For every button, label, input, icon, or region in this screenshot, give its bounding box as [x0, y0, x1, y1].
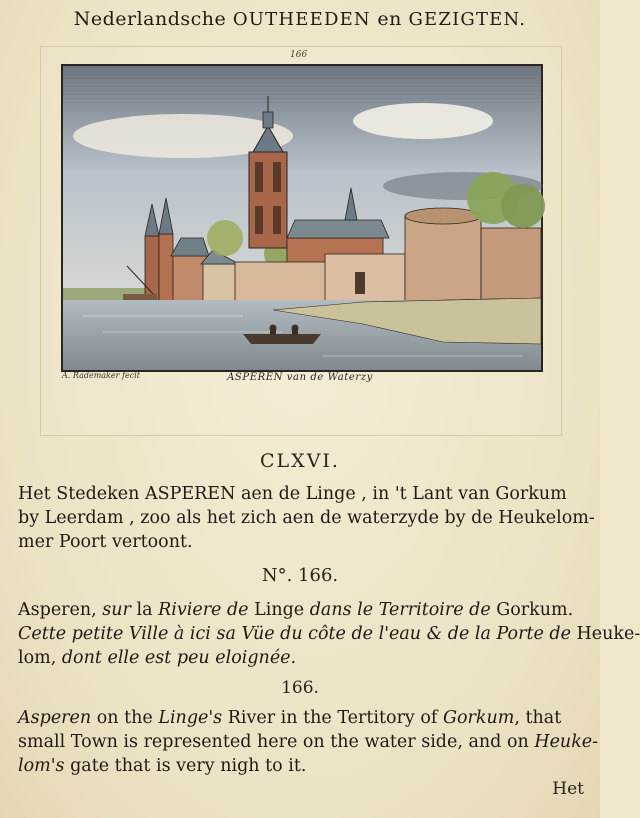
bastion-wall	[481, 228, 541, 302]
header-word-gezigten: GEZIGTEN.	[408, 9, 527, 30]
tower-window	[273, 162, 281, 192]
nave-roof	[287, 220, 389, 238]
text-run: on the	[91, 708, 159, 728]
text-run-italic: Asperen	[18, 708, 92, 728]
text-run: gate that is very nigh to it.	[64, 756, 307, 776]
engraving-illustration	[63, 66, 541, 370]
artist-signature: A. Rademaker fecit	[62, 371, 140, 380]
text-run-italic: Gorkum	[442, 708, 515, 728]
page-number: 166	[290, 50, 308, 60]
text-run-italic: sur	[102, 600, 131, 620]
text-run: Heuke-	[570, 624, 640, 644]
header-word-nederlandsche: Nederlandsche	[73, 8, 227, 30]
header-word-en: en	[377, 8, 402, 30]
sky-hatching	[63, 66, 541, 106]
tower-window	[273, 206, 281, 234]
church-tower	[249, 152, 287, 248]
text-run: Linge	[248, 600, 310, 620]
wall-door	[355, 272, 365, 294]
tree-right	[501, 184, 545, 228]
text-line: mer Poort vertoont.	[18, 532, 193, 552]
engraving-image	[61, 64, 543, 372]
text-run: , that	[514, 708, 562, 728]
text-run: la	[130, 600, 159, 620]
text-line	[18, 646, 594, 670]
header-word-outheeden: OUTHEEDEN	[232, 9, 371, 30]
running-header	[0, 8, 600, 30]
text-run-italic: Heuke-	[534, 732, 599, 752]
text-line	[18, 598, 594, 622]
text-line: by Leerdam , zoo als het zich aen de waterzyde by de Heukelom-	[18, 508, 595, 528]
text-run: lom,	[18, 648, 62, 668]
tower-lantern	[263, 112, 273, 128]
text-run: Asperen,	[18, 600, 103, 620]
text-run-italic: dans le Territoire de	[309, 600, 491, 620]
tower-window	[255, 206, 263, 234]
dutch-description	[18, 482, 594, 554]
catchword: Het	[552, 779, 584, 799]
bastion-top	[405, 208, 481, 224]
plate-numeral: CLXVI.	[260, 450, 340, 472]
text-line	[18, 754, 594, 778]
number-label-plain: 166.	[281, 678, 319, 698]
text-run-italic: Linge's	[158, 708, 223, 728]
text-run: Gorkum.	[490, 600, 574, 620]
text-line	[18, 730, 599, 754]
text-line	[18, 622, 640, 646]
drawbridge	[123, 294, 157, 300]
engraving-caption: ASPEREN van de Waterzy	[227, 372, 373, 383]
text-run: River in the Tertitory of	[222, 708, 443, 728]
text-run-italic: lom's	[18, 756, 65, 776]
round-bastion	[405, 216, 481, 302]
rowing-boat	[243, 334, 321, 344]
tower-window	[255, 162, 263, 192]
text-run-italic: Riviere de	[158, 600, 249, 620]
text-run-italic: dont elle est peu eloignée.	[61, 648, 297, 668]
house	[203, 264, 237, 304]
number-label: N°. 166.	[261, 565, 339, 586]
text-line	[18, 706, 594, 730]
boatman	[292, 328, 298, 335]
text-run: small Town is represented here on the water side, and on	[18, 732, 535, 752]
french-description	[18, 598, 640, 670]
english-description	[18, 706, 599, 778]
text-run-italic: Cette petite Ville à ici sa Vüe du côte de l'eau & de la Porte de	[18, 624, 571, 644]
cloud	[353, 103, 493, 139]
tree	[207, 220, 243, 256]
boatman	[270, 328, 276, 335]
gate-tower-right	[159, 234, 173, 306]
text-line: Het Stedeken ASPEREN aen de Linge , in 't Lant van Gorkum	[18, 484, 567, 504]
